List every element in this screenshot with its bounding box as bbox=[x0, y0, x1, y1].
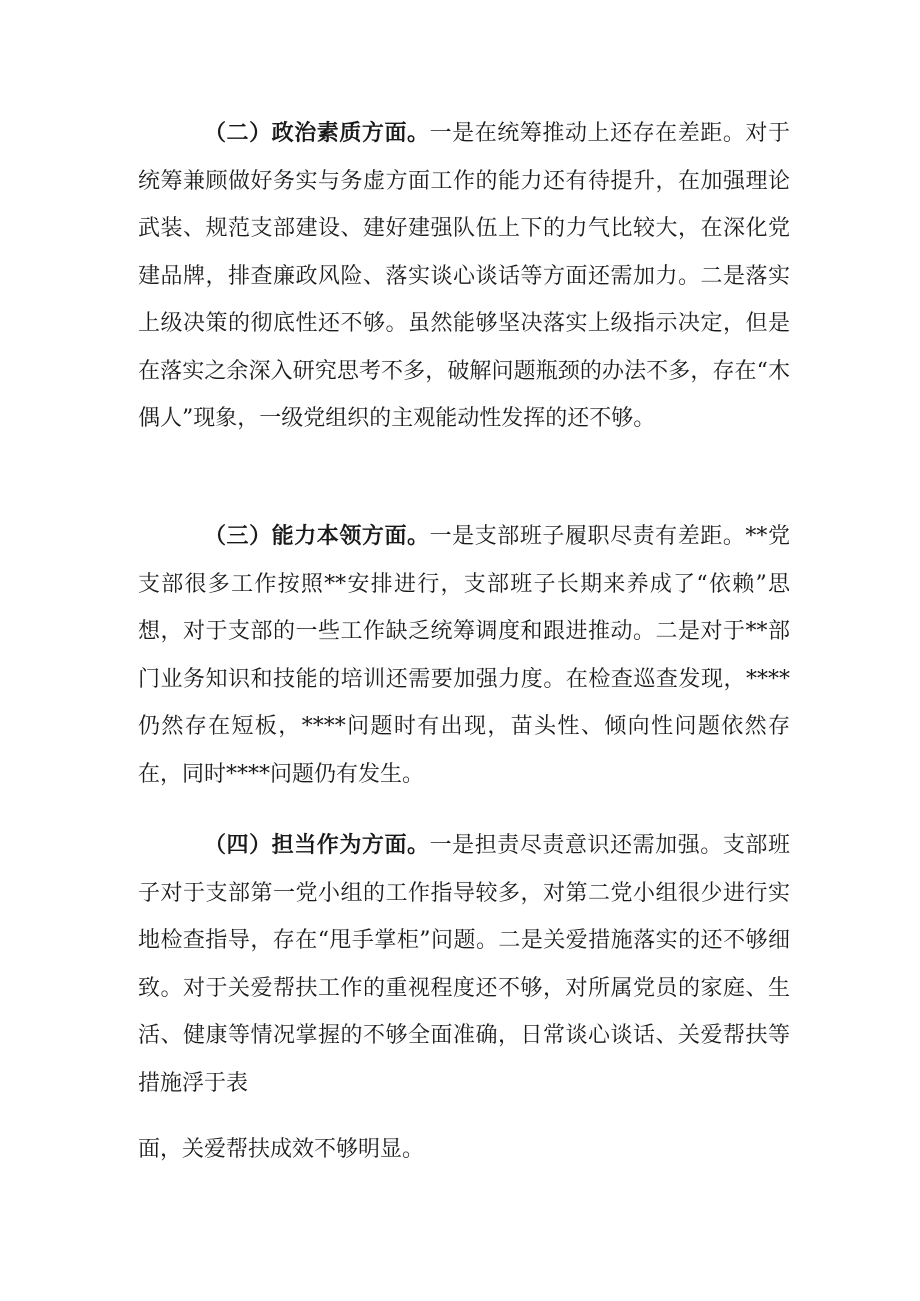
paragraph-body: 一是担责尽责意识还需加强。支部班子对于支部第一党小组的工作指导较多，对第二党小组很少进行实地检查指导，存在“甩手掌柜”问题。二是关爱措施落实的还不够细致。对于关爱帮扶工作的重视程度还不够，对所属党员的家庭、生活、健康等情况掌握的不够全面准确，日常谈心谈话、关爱帮扶等措施浮于表 bbox=[138, 833, 790, 1096]
paragraph-responsibility bbox=[138, 822, 790, 1107]
paragraph-heading: （四）担当作为方面。 bbox=[204, 832, 430, 858]
paragraph-heading: （二）政治素质方面。 bbox=[204, 120, 430, 146]
paragraph-body: 一是支部班子履职尽责有差距。**党支部很多工作按照**安排进行，支部班子长期来养成了“依赖”思想，对于支部的一些工作缺乏统筹调度和跟进推动。二是对于**部门业务知识和技能的培训还需要加强力度。在检查巡查发现，****仍然存在短板，****问题时有出现，苗头性、倾向性问题依然存在，同时****问题仍有发生。 bbox=[138, 524, 790, 787]
paragraph-body: 一是在统筹推动上还存在差距。对于统筹兼顾做好务实与务虚方面工作的能力还有待提升，在加强理论武装、规范支部建设、建好建强队伍上下的力气比较大，在深化党建品牌，排查廉政风险、落实谈心谈话等方面还需加力。二是落实上级决策的彻底性还不够。虽然能够坚决落实上级指示决定，但是在落实之余深入研究思考不多，破解问题瓶颈的办法不多，存在“木偶人”现象，一级党组织的主观能动性发挥的还不够。 bbox=[138, 121, 790, 431]
paragraph-heading: （三）能力本领方面。 bbox=[204, 523, 430, 549]
paragraph-ability bbox=[138, 513, 790, 798]
paragraph-political-quality bbox=[138, 110, 790, 443]
paragraph-continuation: 面，关爱帮扶成效不够明显。 bbox=[138, 1137, 425, 1162]
